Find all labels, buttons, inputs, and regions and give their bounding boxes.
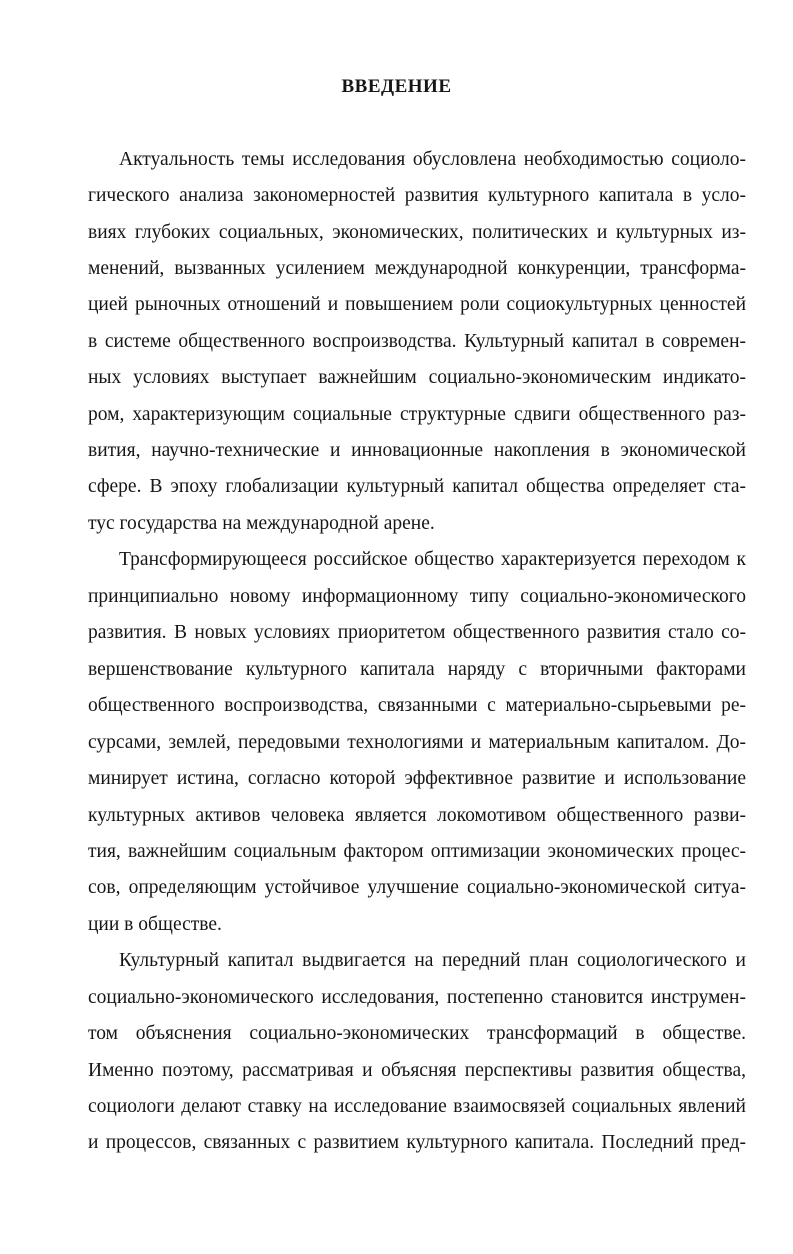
text-line: тус государства на международной арене. xyxy=(88,513,435,534)
text-line: менений, вызванных усилением международной конкуренции, трансформа- xyxy=(88,258,746,279)
text-line: гического анализа закономерностей развития культурного капитала в усло- xyxy=(88,185,746,206)
text-line: сфере. В эпоху глобализации культурный капитал общества определяет ста- xyxy=(88,476,746,497)
text-line: сов, определяющим устойчивое улучшение социально-экономической ситуа- xyxy=(88,877,746,898)
page-title: ВВЕДЕНИЕ xyxy=(341,76,452,97)
text-line: цией рыночных отношений и повышением роли социокультурных ценностей xyxy=(88,294,746,315)
text-line: в системе общественного воспроизводства. Культурный капитал в современ- xyxy=(88,331,746,352)
text-line: культурных активов человека является локомотивом общественного разви- xyxy=(88,805,746,826)
text-line: и процессов, связанных с развитием культурного капитала. Последний пред- xyxy=(88,1132,746,1153)
text-line: том объяснения социально-экономических трансформаций в обществе. xyxy=(88,1023,746,1044)
text-line: Именно поэтому, рассматривая и объясняя перспективы развития общества, xyxy=(88,1060,746,1081)
text-line: сурсами, землей, передовыми технологиями и материальным капиталом. До- xyxy=(88,732,746,753)
text-line: социологи делают ставку на исследование взаимосвязей социальных явлений xyxy=(88,1096,746,1117)
text-line: Актуальность темы исследования обусловлена необходимостью социоло- xyxy=(119,149,746,170)
text-line: Культурный капитал выдвигается на передний план социологического и xyxy=(119,950,746,971)
text-line: ных условиях выступает важнейшим социально-экономическим индикато- xyxy=(88,367,746,388)
text-line: вития, научно-технические и инновационные накопления в экономической xyxy=(88,440,746,461)
text-line: ции в обществе. xyxy=(88,914,222,935)
text-line: общественного воспроизводства, связанными с материально-сырьевыми ре- xyxy=(88,695,746,716)
text-line: Трансформирующееся российское общество характеризуется переходом к xyxy=(119,549,746,570)
text-line: принципиально новому информационному типу социально-экономического xyxy=(88,586,746,607)
text-line: вершенствование культурного капитала наряду с вторичными факторами xyxy=(88,659,746,680)
text-line: минирует истина, согласно которой эффективное развитие и использование xyxy=(88,768,746,789)
text-line: ром, характеризующим социальные структурные сдвиги общественного раз- xyxy=(88,404,746,425)
text-line: виях глубоких социальных, экономических, политических и культурных из- xyxy=(88,222,746,243)
text-line: развития. В новых условиях приоритетом общественного развития стало со- xyxy=(88,622,746,643)
text-line: тия, важнейшим социальным фактором оптимизации экономических процес- xyxy=(88,841,746,862)
text-line: социально-экономического исследования, постепенно становится инструмен- xyxy=(88,987,746,1008)
